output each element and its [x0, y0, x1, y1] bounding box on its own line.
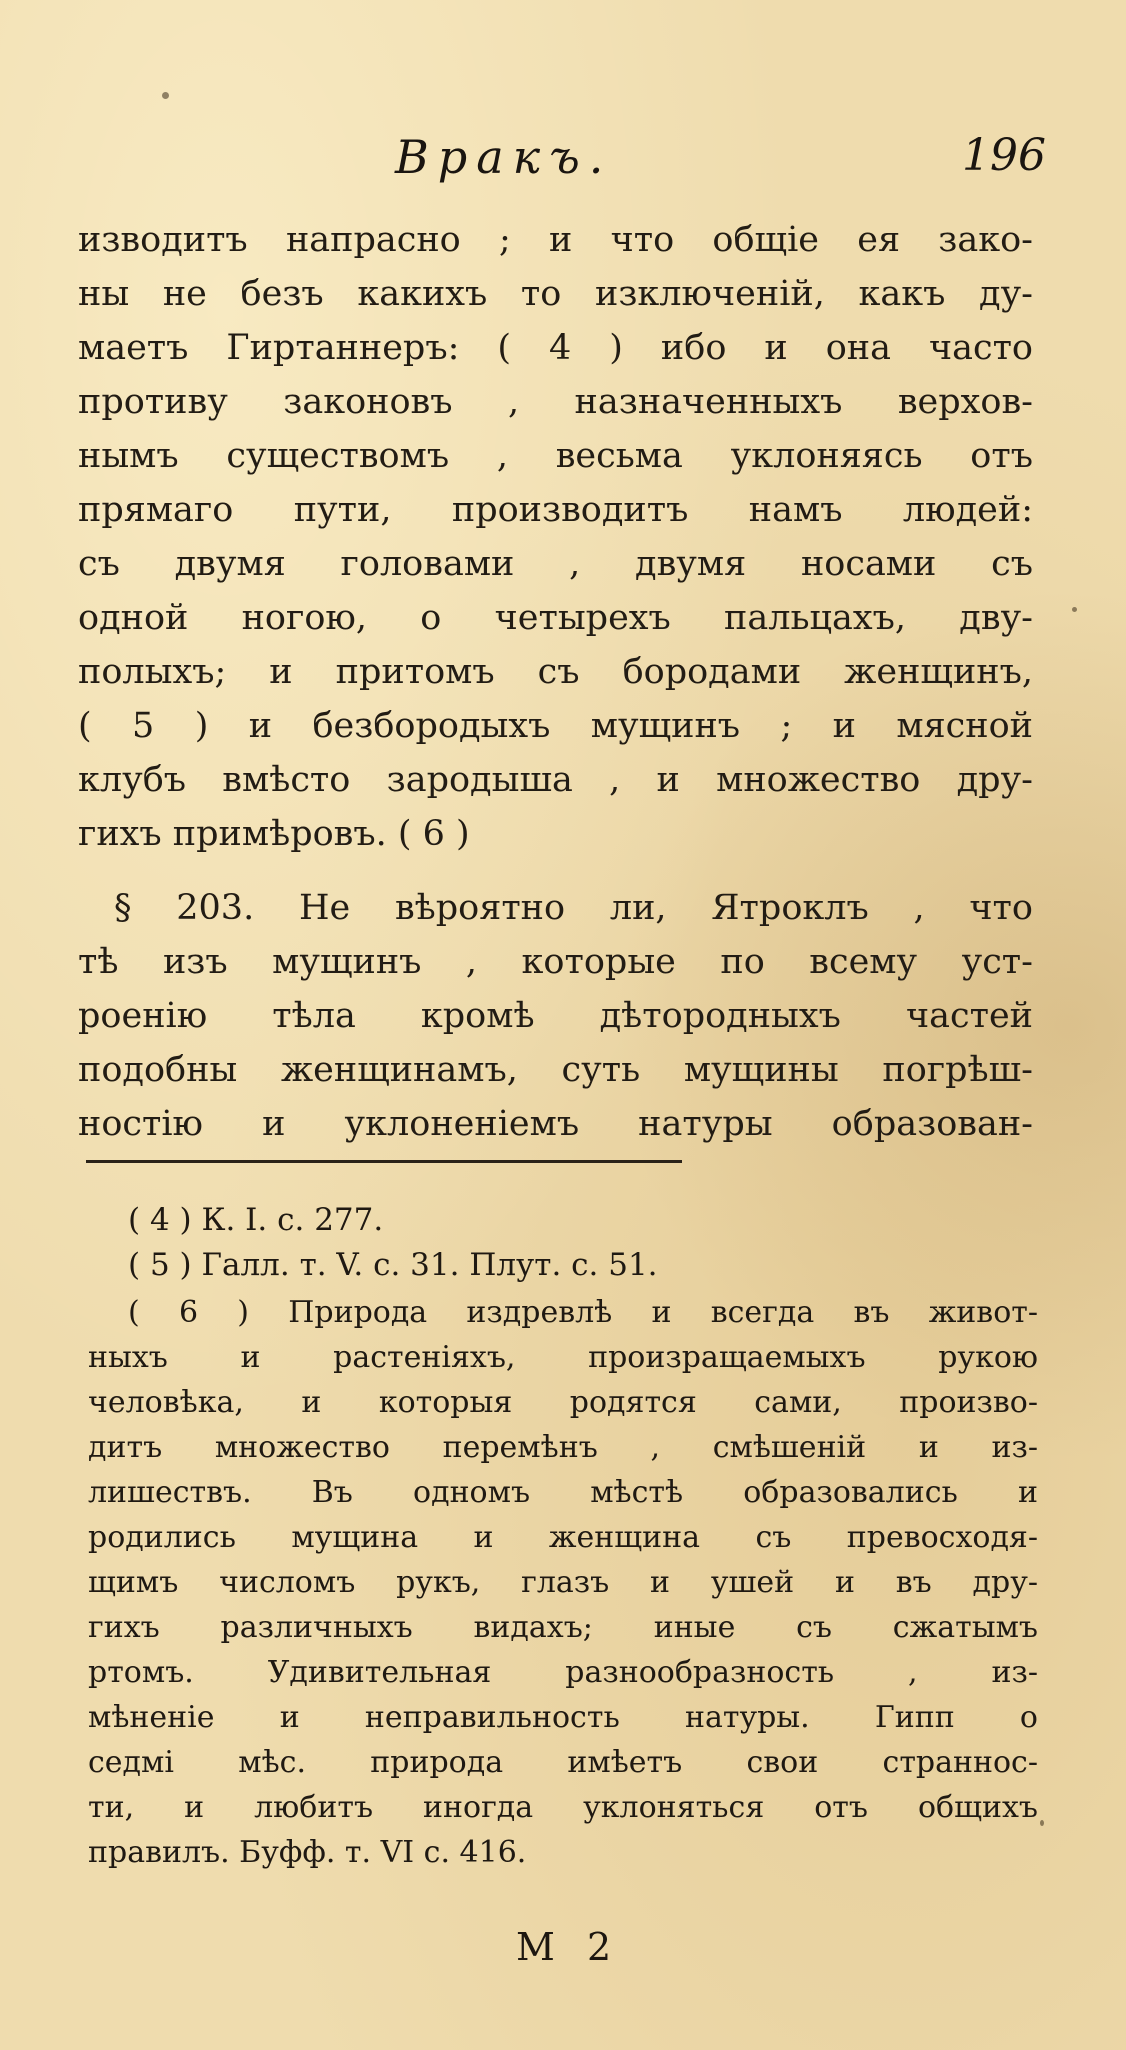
text-line: ны не безъ какихъ то изключеній, какъ ду- [78, 274, 1033, 314]
text-line: прямаго пути, производитъ намъ людей: [78, 490, 1033, 530]
signature-mark: М 2 [516, 1925, 622, 1969]
ink-spot [162, 92, 169, 99]
main-text [78, 213, 1033, 1151]
footnote-line: человѣка, и которыя родятся сами, произво- [88, 1385, 1038, 1420]
paragraph-2 [78, 881, 1033, 1151]
footnote-line: дитъ множество перемѣнъ , смѣшеній и из- [88, 1430, 1038, 1465]
footnote-line: лишествъ. Въ одномъ мѣстѣ образовались и [88, 1475, 1038, 1510]
text-line: гихъ примѣровъ. ( 6 ) [78, 814, 470, 854]
ink-spot [1072, 607, 1077, 612]
ink-spot [1040, 1820, 1044, 1826]
text-line: съ двумя головами , двумя носами съ [78, 544, 1033, 584]
running-head: Вракъ. [395, 130, 613, 184]
page-number: 196 [962, 130, 1046, 181]
footnote-line: ( 6 ) Природа издревлѣ и всегда въ живот- [128, 1295, 1038, 1330]
text-line: изводитъ напрасно ; и что общіе ея зако- [78, 220, 1033, 260]
text-line: ( 5 ) и безбородыхъ мущинъ ; и мясной [78, 706, 1033, 746]
text-line: подобны женщинамъ, суть мущины погрѣш- [78, 1050, 1033, 1090]
footnote-line: правилъ. Буфф. т. VI с. 416. [88, 1835, 527, 1870]
text-line: полыхъ; и притомъ съ бородами женщинъ, [78, 652, 1033, 692]
footnote-line: ртомъ. Удивительная разнообразность , из- [88, 1655, 1038, 1690]
footnotes [88, 1198, 1038, 1875]
text-line: клубъ вмѣсто зародыша , и множество дру- [78, 760, 1033, 800]
footnote-line: щимъ числомъ рукъ, глазъ и ушей и въ дру- [88, 1565, 1038, 1600]
text-line: нымъ существомъ , весьма уклоняясь отъ [78, 436, 1033, 476]
footnote-line: мѣненіе и неправильность натуры. Гипп о [88, 1700, 1038, 1735]
footnote-rule [86, 1160, 682, 1163]
footnote-4: ( 4 ) К. I. с. 277. [128, 1202, 384, 1238]
footnote-line: ти, и любитъ иногда уклоняться отъ общихъ [88, 1790, 1038, 1825]
paragraph-1 [78, 213, 1033, 861]
text-line: маетъ Гиртаннеръ: ( 4 ) ибо и она часто [78, 328, 1033, 368]
footnote-5: ( 5 ) Галл. т. V. с. 31. Плут. с. 51. [128, 1247, 658, 1283]
text-line: § 203. Не вѣроятно ли, Ятроклъ , что [114, 888, 1033, 928]
text-line: тѣ изъ мущинъ , которые по всему уст- [78, 942, 1033, 982]
page-header [0, 130, 1126, 190]
footnote-line: гихъ различныхъ видахъ; иные съ сжатымъ [88, 1610, 1038, 1645]
footnote-6 [88, 1290, 1038, 1875]
text-line: ностію и уклоненіемъ натуры образован- [78, 1104, 1033, 1144]
footnote-line: родились мущина и женщина съ превосходя- [88, 1520, 1038, 1555]
footnote-line: седмі мѣс. природа имѣетъ свои страннос- [88, 1745, 1038, 1780]
text-line: роенію тѣла кромѣ дѣтородныхъ частей [78, 996, 1033, 1036]
text-line: одной ногою, о четырехъ пальцахъ, дву- [78, 598, 1033, 638]
text-line: противу законовъ , назначенныхъ верхов- [78, 382, 1033, 422]
footnote-line: ныхъ и растеніяхъ, произращаемыхъ рукою [88, 1340, 1038, 1375]
